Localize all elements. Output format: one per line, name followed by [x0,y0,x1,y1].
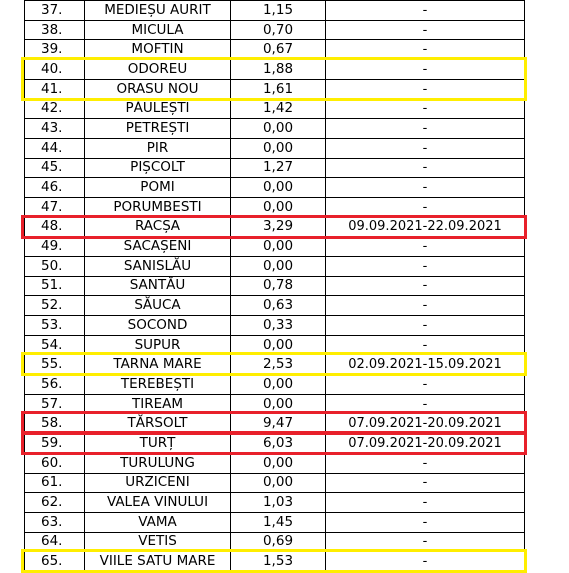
table-row [25,119,525,139]
locality-name: SOCOND [85,316,231,336]
period-value: - [326,335,525,355]
table-row [25,532,525,552]
period-value: 02.09.2021-15.09.2021 [326,355,525,375]
locality-name: SACAȘENI [85,237,231,257]
period-value: - [326,473,525,493]
locality-name: PĂULEȘTI [85,99,231,119]
row-number: 65. [25,552,85,572]
period-value: - [326,79,525,99]
row-number: 60. [25,453,85,473]
locality-name: VALEA VINULUI [85,493,231,513]
rate-value: 0,00 [231,119,326,139]
table-row [25,217,525,237]
locality-name: VETIS [85,532,231,552]
rate-value: 0,67 [231,40,326,60]
row-number: 42. [25,99,85,119]
rate-value: 0,00 [231,394,326,414]
period-value: - [326,20,525,40]
row-number: 41. [25,79,85,99]
rate-value: 0,00 [231,473,326,493]
rate-value: 1,27 [231,158,326,178]
row-number: 54. [25,335,85,355]
row-number: 62. [25,493,85,513]
rate-value: 0,00 [231,335,326,355]
rate-value: 1,03 [231,493,326,513]
table-row [25,79,525,99]
locality-name: MOFTIN [85,40,231,60]
row-number: 37. [25,1,85,21]
period-value: - [326,375,525,395]
row-number: 46. [25,178,85,198]
row-number: 64. [25,532,85,552]
table-row [25,99,525,119]
period-value: - [326,197,525,217]
row-number: 49. [25,237,85,257]
rate-value: 2,53 [231,355,326,375]
period-value: - [326,119,525,139]
table-row [25,20,525,40]
period-value: - [326,316,525,336]
table-row [25,296,525,316]
row-number: 48. [25,217,85,237]
table-row [25,355,525,375]
rate-value: 6,03 [231,434,326,454]
locality-name: SĂUCA [85,296,231,316]
row-number: 59. [25,434,85,454]
row-number: 40. [25,60,85,80]
row-number: 55. [25,355,85,375]
locality-name: POMI [85,178,231,198]
locality-name: SUPUR [85,335,231,355]
row-number: 57. [25,394,85,414]
rate-value: 0,00 [231,453,326,473]
rate-value: 0,69 [231,532,326,552]
locality-name: RACȘA [85,217,231,237]
locality-name: ORASU NOU [85,79,231,99]
period-value: - [326,493,525,513]
rate-value: 9,47 [231,414,326,434]
locality-name: MEDIEȘU AURIT [85,1,231,21]
locality-name: TIREAM [85,394,231,414]
period-value: - [326,60,525,80]
locality-name: TURULUNG [85,453,231,473]
table-row [25,1,525,21]
locality-name: TĂRSOLT [85,414,231,434]
period-value: - [326,276,525,296]
period-value: 07.09.2021-20.09.2021 [326,434,525,454]
period-value: - [326,394,525,414]
row-number: 63. [25,512,85,532]
row-number: 38. [25,20,85,40]
table-row [25,414,525,434]
rate-value: 0,00 [231,237,326,257]
period-value: - [326,453,525,473]
table-row [25,335,525,355]
period-value: - [326,296,525,316]
row-number: 50. [25,256,85,276]
period-value: 07.09.2021-20.09.2021 [326,414,525,434]
period-value: - [326,1,525,21]
period-value: - [326,99,525,119]
row-number: 51. [25,276,85,296]
locality-name: VAMA [85,512,231,532]
row-number: 53. [25,316,85,336]
locality-name: TEREBEȘTI [85,375,231,395]
rate-value: 0,70 [231,20,326,40]
table-row [25,197,525,217]
row-number: 45. [25,158,85,178]
period-value: - [326,138,525,158]
table-row [25,434,525,454]
period-value: - [326,40,525,60]
localities-table [24,0,525,572]
table-row [25,394,525,414]
table-row [25,40,525,60]
rate-value: 1,61 [231,79,326,99]
locality-name: PIȘCOLT [85,158,231,178]
rate-value: 0,00 [231,197,326,217]
rate-value: 0,78 [231,276,326,296]
row-number: 58. [25,414,85,434]
table-row [25,237,525,257]
table-row [25,276,525,296]
rate-value: 0,00 [231,375,326,395]
table-row [25,316,525,336]
rate-value: 1,42 [231,99,326,119]
table-row [25,178,525,198]
locality-name: VIILE SATU MARE [85,552,231,572]
table-row [25,552,525,572]
rate-value: 1,15 [231,1,326,21]
locality-name: URZICENI [85,473,231,493]
period-value: - [326,237,525,257]
period-value: - [326,512,525,532]
row-number: 47. [25,197,85,217]
table-row [25,375,525,395]
period-value: - [326,256,525,276]
rate-value: 0,00 [231,178,326,198]
row-number: 56. [25,375,85,395]
locality-name: PIR [85,138,231,158]
table-body [25,1,525,572]
rate-value: 0,00 [231,138,326,158]
rate-value: 3,29 [231,217,326,237]
period-value: - [326,178,525,198]
table-row [25,256,525,276]
row-number: 61. [25,473,85,493]
locality-name: TARNA MARE [85,355,231,375]
period-value: - [326,158,525,178]
row-number: 39. [25,40,85,60]
rate-value: 0,33 [231,316,326,336]
table-row [25,453,525,473]
period-value: - [326,552,525,572]
table-row [25,138,525,158]
table-row [25,512,525,532]
locality-name: PORUMBESTI [85,197,231,217]
locality-name: PETREȘTI [85,119,231,139]
rate-value: 0,00 [231,256,326,276]
table-row [25,158,525,178]
rate-value: 0,63 [231,296,326,316]
locality-name: SANTĂU [85,276,231,296]
row-number: 43. [25,119,85,139]
period-value: - [326,532,525,552]
table-row [25,493,525,513]
locality-name: SANISLĂU [85,256,231,276]
locality-name: TURȚ [85,434,231,454]
locality-name: MICULA [85,20,231,40]
locality-name: ODOREU [85,60,231,80]
row-number: 52. [25,296,85,316]
row-number: 44. [25,138,85,158]
rate-value: 1,88 [231,60,326,80]
table-row [25,60,525,80]
rate-value: 1,45 [231,512,326,532]
table-row [25,473,525,493]
rate-value: 1,53 [231,552,326,572]
period-value: 09.09.2021-22.09.2021 [326,217,525,237]
